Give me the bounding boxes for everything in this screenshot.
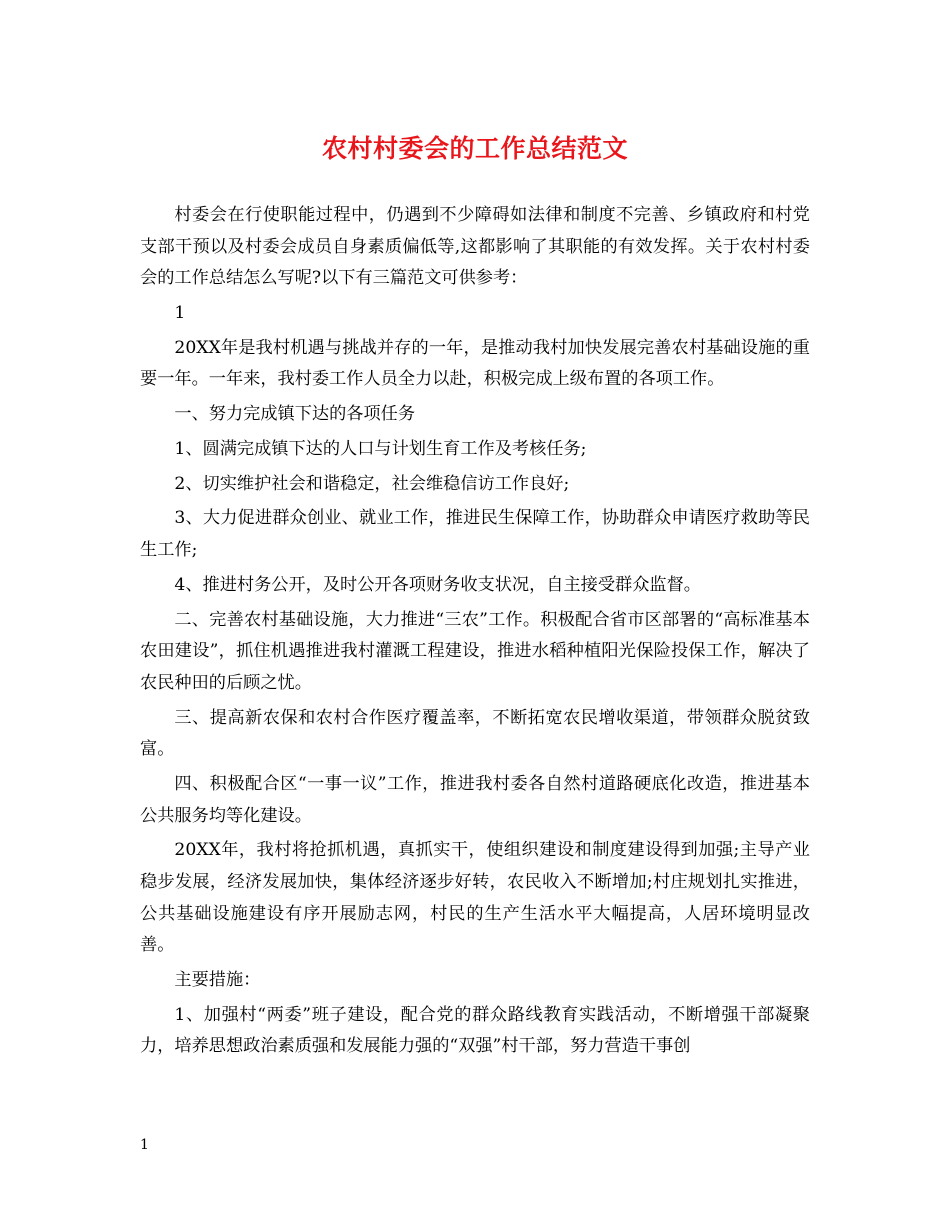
list-item: 3、大力促进群众创业、就业工作，推进民生保障工作，协助群众申请医疗救助等民生工作; [140, 508, 810, 561]
document-body [140, 200, 810, 1066]
section-heading: 一、努力完成镇下达的各项任务 [174, 404, 416, 425]
measures-heading: 主要措施： [174, 969, 261, 990]
intro-paragraph: 村委会在行使职能过程中，仍遇到不少障碍如法律和制度不完善、乡镇政府和村党支部干预以及村委会成员自身素质偏低等,这都影响了其职能的有效发挥。关于农村村委会的工作总结怎么写呢?以下有三篇范文可供参考： [140, 205, 810, 289]
list-item: 1、圆满完成镇下达的人口与计划生育工作及考核任务; [174, 438, 587, 459]
section-paragraph: 三、提高新农保和农村合作医疗覆盖率，不断拓宽农民增收渠道，带领群众脱贫致富。 [140, 707, 810, 760]
document-title: 农村村委会的工作总结范文 [321, 134, 628, 163]
list-item: 4、推进村务公开，及时公开各项财务收支状况，自主接受群众监督。 [174, 574, 701, 595]
list-item: 2、切实维护社会和谐稳定，社会维稳信访工作良好; [174, 473, 570, 494]
body-paragraph: 20XX年，我村将抢抓机遇，真抓实干，使组织建设和制度建设得到加强;主导产业稳步发展，经济发展加快，集体经济逐步好转，农民收入不断增加;村庄规划扎实推进，公共基础设施建设有序开展励志网，村民的生产生活水平大幅提高，人居环境明显改善。 [140, 840, 810, 956]
list-item: 1、加强村“两委”班子建设，配合党的群众路线教育实践活动，不断增强干部凝聚力，培养思想政治素质强和发展能力强的“双强”村干部，努力营造干事创 [140, 1004, 810, 1057]
body-paragraph: 20XX年是我村机遇与挑战并存的一年，是推动我村加快发展完善农村基础设施的重要一年。一年来，我村委工作人员全力以赴，积极完成上级布置的各项工作。 [140, 337, 810, 390]
section-number: 1 [174, 302, 186, 323]
section-paragraph: 四、积极配合区“一事一议”工作，推进我村委各自然村道路硬底化改造，推进基本公共服务均等化建设。 [140, 773, 810, 826]
section-paragraph: 二、完善农村基础设施，大力推进“三农”工作。积极配合省市区部署的“高标准基本农田建设”，抓住机遇推进我村灌溉工程建设，推进水稻种植阳光保险投保工作，解决了农民种田的后顾之忧。 [140, 609, 810, 693]
page-number: 1 [140, 1137, 149, 1153]
